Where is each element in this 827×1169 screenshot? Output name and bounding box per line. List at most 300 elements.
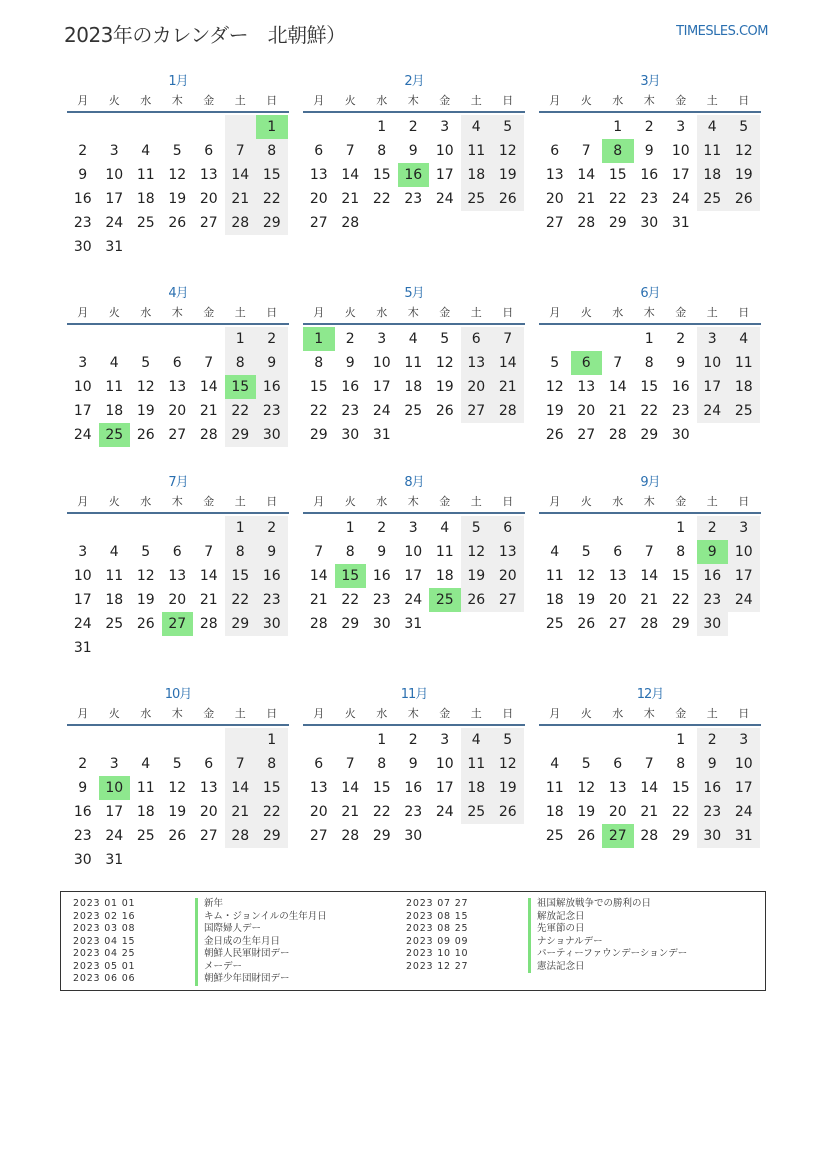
day-cell[interactable]: 4 [550,756,560,772]
day-cell[interactable]: 12 [545,379,564,395]
day-cell[interactable]: 17 [404,568,423,584]
day-cell[interactable]: 4 [461,728,493,752]
day-cell[interactable]: 28 [608,427,627,443]
day-cell[interactable]: 10 [73,568,92,584]
day-cell[interactable]: 7 [345,756,355,772]
day-cell[interactable]: 1 [676,732,686,748]
day-cell[interactable]: 17 [728,564,760,588]
day-cell[interactable]: 28 [341,215,360,231]
day-cell[interactable]: 10 [404,544,423,560]
day-cell[interactable]: 3 [676,119,686,135]
holiday-day-cell[interactable]: 16 [398,163,430,187]
day-cell[interactable]: 5 [141,355,151,371]
day-cell[interactable]: 28 [577,215,596,231]
day-cell[interactable]: 7 [581,143,591,159]
day-cell[interactable]: 15 [225,564,257,588]
day-cell[interactable]: 13 [545,167,564,183]
day-cell[interactable]: 27 [492,588,524,612]
day-cell[interactable]: 16 [73,804,92,820]
day-cell[interactable]: 16 [404,780,423,796]
day-cell[interactable]: 3 [728,516,760,540]
day-cell[interactable]: 21 [341,804,360,820]
day-cell[interactable]: 20 [492,564,524,588]
day-cell[interactable]: 23 [256,588,288,612]
day-cell[interactable]: 26 [435,403,454,419]
day-cell[interactable]: 14 [225,776,257,800]
day-cell[interactable]: 13 [309,167,328,183]
day-cell[interactable]: 10 [73,379,92,395]
day-cell[interactable]: 26 [168,828,187,844]
day-cell[interactable]: 26 [577,828,596,844]
day-cell[interactable]: 3 [109,756,119,772]
day-cell[interactable]: 30 [671,427,690,443]
day-cell[interactable]: 9 [345,355,355,371]
day-cell[interactable]: 30 [341,427,360,443]
day-cell[interactable]: 12 [577,568,596,584]
holiday-day-cell[interactable]: 1 [303,327,335,351]
day-cell[interactable]: 28 [225,211,257,235]
day-cell[interactable]: 8 [644,355,654,371]
day-cell[interactable]: 20 [608,592,627,608]
day-cell[interactable]: 24 [404,592,423,608]
holiday-day-cell[interactable]: 8 [602,139,634,163]
day-cell[interactable]: 18 [461,776,493,800]
day-cell[interactable]: 9 [256,351,288,375]
day-cell[interactable]: 1 [256,728,288,752]
day-cell[interactable]: 7 [345,143,355,159]
day-cell[interactable]: 20 [309,804,328,820]
day-cell[interactable]: 2 [644,119,654,135]
day-cell[interactable]: 21 [199,592,218,608]
day-cell[interactable]: 18 [435,568,454,584]
day-cell[interactable]: 11 [461,752,493,776]
day-cell[interactable]: 14 [492,351,524,375]
day-cell[interactable]: 6 [172,355,182,371]
day-cell[interactable]: 11 [697,139,729,163]
day-cell[interactable]: 5 [550,355,560,371]
day-cell[interactable]: 6 [314,143,324,159]
day-cell[interactable]: 26 [136,427,155,443]
day-cell[interactable]: 17 [73,403,92,419]
day-cell[interactable]: 7 [204,355,214,371]
day-cell[interactable]: 5 [461,516,493,540]
day-cell[interactable]: 18 [404,379,423,395]
day-cell[interactable]: 19 [136,403,155,419]
day-cell[interactable]: 25 [461,187,493,211]
day-cell[interactable]: 20 [608,804,627,820]
day-cell[interactable]: 8 [256,139,288,163]
day-cell[interactable]: 24 [728,800,760,824]
day-cell[interactable]: 29 [225,612,257,636]
day-cell[interactable]: 22 [341,592,360,608]
holiday-day-cell[interactable]: 10 [99,776,131,800]
day-cell[interactable]: 25 [105,616,124,632]
day-cell[interactable]: 7 [613,355,623,371]
day-cell[interactable]: 9 [697,752,729,776]
day-cell[interactable]: 15 [372,780,391,796]
day-cell[interactable]: 2 [256,327,288,351]
day-cell[interactable]: 27 [199,828,218,844]
day-cell[interactable]: 19 [136,592,155,608]
day-cell[interactable]: 4 [408,331,418,347]
day-cell[interactable]: 30 [372,616,391,632]
day-cell[interactable]: 2 [408,732,418,748]
day-cell[interactable]: 12 [168,167,187,183]
day-cell[interactable]: 22 [640,403,659,419]
day-cell[interactable]: 1 [377,732,387,748]
day-cell[interactable]: 17 [435,167,454,183]
day-cell[interactable]: 4 [141,756,151,772]
day-cell[interactable]: 25 [404,403,423,419]
day-cell[interactable]: 14 [640,780,659,796]
day-cell[interactable]: 1 [225,327,257,351]
day-cell[interactable]: 26 [492,187,524,211]
day-cell[interactable]: 27 [309,215,328,231]
day-cell[interactable]: 5 [581,756,591,772]
day-cell[interactable]: 1 [676,520,686,536]
day-cell[interactable]: 16 [697,564,729,588]
day-cell[interactable]: 11 [461,139,493,163]
day-cell[interactable]: 22 [372,191,391,207]
day-cell[interactable]: 12 [577,780,596,796]
day-cell[interactable]: 3 [377,331,387,347]
day-cell[interactable]: 11 [105,379,124,395]
day-cell[interactable]: 9 [408,143,418,159]
day-cell[interactable]: 24 [372,403,391,419]
holiday-day-cell[interactable]: 27 [162,612,194,636]
day-cell[interactable]: 29 [608,215,627,231]
day-cell[interactable]: 29 [640,427,659,443]
day-cell[interactable]: 4 [440,520,450,536]
holiday-day-cell[interactable]: 25 [99,423,131,447]
day-cell[interactable]: 5 [172,143,182,159]
day-cell[interactable]: 19 [168,191,187,207]
day-cell[interactable]: 5 [440,331,450,347]
day-cell[interactable]: 24 [728,588,760,612]
day-cell[interactable]: 2 [78,143,88,159]
day-cell[interactable]: 10 [697,351,729,375]
holiday-day-cell[interactable]: 15 [335,564,367,588]
day-cell[interactable]: 13 [168,568,187,584]
day-cell[interactable]: 28 [640,616,659,632]
day-cell[interactable]: 15 [256,163,288,187]
day-cell[interactable]: 27 [577,427,596,443]
day-cell[interactable]: 1 [644,331,654,347]
day-cell[interactable]: 6 [550,143,560,159]
day-cell[interactable]: 7 [492,327,524,351]
day-cell[interactable]: 25 [461,800,493,824]
day-cell[interactable]: 9 [377,544,387,560]
day-cell[interactable]: 15 [671,780,690,796]
day-cell[interactable]: 30 [697,824,729,848]
day-cell[interactable]: 16 [640,167,659,183]
day-cell[interactable]: 20 [461,375,493,399]
day-cell[interactable]: 21 [341,191,360,207]
day-cell[interactable]: 28 [341,828,360,844]
day-cell[interactable]: 8 [345,544,355,560]
day-cell[interactable]: 16 [341,379,360,395]
day-cell[interactable]: 22 [671,592,690,608]
day-cell[interactable]: 20 [199,804,218,820]
day-cell[interactable]: 23 [73,828,92,844]
day-cell[interactable]: 8 [377,756,387,772]
day-cell[interactable]: 23 [640,191,659,207]
day-cell[interactable]: 13 [461,351,493,375]
day-cell[interactable]: 29 [309,427,328,443]
day-cell[interactable]: 30 [256,612,288,636]
day-cell[interactable]: 24 [73,616,92,632]
day-cell[interactable]: 24 [435,191,454,207]
day-cell[interactable]: 26 [492,800,524,824]
day-cell[interactable]: 28 [225,824,257,848]
day-cell[interactable]: 8 [314,355,324,371]
day-cell[interactable]: 12 [728,139,760,163]
day-cell[interactable]: 3 [440,732,450,748]
day-cell[interactable]: 13 [608,568,627,584]
day-cell[interactable]: 2 [78,756,88,772]
day-cell[interactable]: 26 [136,616,155,632]
day-cell[interactable]: 24 [105,828,124,844]
day-cell[interactable]: 14 [640,568,659,584]
day-cell[interactable]: 28 [492,399,524,423]
day-cell[interactable]: 4 [728,327,760,351]
day-cell[interactable]: 22 [225,588,257,612]
day-cell[interactable]: 7 [314,544,324,560]
day-cell[interactable]: 18 [697,163,729,187]
day-cell[interactable]: 31 [105,852,124,868]
day-cell[interactable]: 5 [492,728,524,752]
day-cell[interactable]: 22 [671,804,690,820]
holiday-day-cell[interactable]: 6 [571,351,603,375]
day-cell[interactable]: 9 [256,540,288,564]
day-cell[interactable]: 21 [199,403,218,419]
day-cell[interactable]: 21 [309,592,328,608]
day-cell[interactable]: 3 [408,520,418,536]
day-cell[interactable]: 31 [105,239,124,255]
holiday-day-cell[interactable]: 25 [429,588,461,612]
day-cell[interactable]: 23 [671,403,690,419]
day-cell[interactable]: 2 [697,516,729,540]
day-cell[interactable]: 7 [225,139,257,163]
day-cell[interactable]: 1 [377,119,387,135]
day-cell[interactable]: 9 [78,167,88,183]
day-cell[interactable]: 8 [676,544,686,560]
day-cell[interactable]: 16 [372,568,391,584]
day-cell[interactable]: 29 [671,828,690,844]
day-cell[interactable]: 19 [168,804,187,820]
day-cell[interactable]: 4 [109,544,119,560]
day-cell[interactable]: 11 [105,568,124,584]
day-cell[interactable]: 17 [671,167,690,183]
day-cell[interactable]: 30 [697,612,729,636]
day-cell[interactable]: 31 [73,640,92,656]
day-cell[interactable]: 13 [492,540,524,564]
day-cell[interactable]: 2 [345,331,355,347]
day-cell[interactable]: 18 [105,592,124,608]
day-cell[interactable]: 22 [309,403,328,419]
day-cell[interactable]: 7 [644,756,654,772]
day-cell[interactable]: 25 [136,828,155,844]
day-cell[interactable]: 29 [671,616,690,632]
holiday-day-cell[interactable]: 1 [256,115,288,139]
day-cell[interactable]: 11 [728,351,760,375]
day-cell[interactable]: 31 [372,427,391,443]
day-cell[interactable]: 13 [199,780,218,796]
day-cell[interactable]: 6 [204,143,214,159]
day-cell[interactable]: 17 [105,191,124,207]
day-cell[interactable]: 30 [404,828,423,844]
day-cell[interactable]: 26 [728,187,760,211]
day-cell[interactable]: 21 [640,804,659,820]
day-cell[interactable]: 17 [73,592,92,608]
day-cell[interactable]: 14 [577,167,596,183]
day-cell[interactable]: 31 [671,215,690,231]
day-cell[interactable]: 12 [136,568,155,584]
day-cell[interactable]: 14 [341,780,360,796]
day-cell[interactable]: 17 [435,780,454,796]
day-cell[interactable]: 28 [199,616,218,632]
day-cell[interactable]: 4 [109,355,119,371]
day-cell[interactable]: 2 [256,516,288,540]
day-cell[interactable]: 31 [728,824,760,848]
day-cell[interactable]: 13 [608,780,627,796]
day-cell[interactable]: 14 [309,568,328,584]
day-cell[interactable]: 22 [372,804,391,820]
day-cell[interactable]: 30 [73,239,92,255]
day-cell[interactable]: 6 [204,756,214,772]
day-cell[interactable]: 31 [404,616,423,632]
day-cell[interactable]: 12 [136,379,155,395]
day-cell[interactable]: 8 [256,752,288,776]
day-cell[interactable]: 20 [168,403,187,419]
day-cell[interactable]: 20 [168,592,187,608]
day-cell[interactable]: 15 [671,568,690,584]
day-cell[interactable]: 27 [168,427,187,443]
day-cell[interactable]: 11 [136,167,155,183]
day-cell[interactable]: 22 [256,187,288,211]
day-cell[interactable]: 24 [105,215,124,231]
day-cell[interactable]: 9 [78,780,88,796]
day-cell[interactable]: 22 [256,800,288,824]
day-cell[interactable]: 25 [728,399,760,423]
holiday-day-cell[interactable]: 27 [602,824,634,848]
day-cell[interactable]: 2 [408,119,418,135]
day-cell[interactable]: 28 [199,427,218,443]
day-cell[interactable]: 19 [577,804,596,820]
day-cell[interactable]: 22 [608,191,627,207]
day-cell[interactable]: 20 [199,191,218,207]
day-cell[interactable]: 16 [697,776,729,800]
day-cell[interactable]: 3 [78,355,88,371]
day-cell[interactable]: 5 [492,115,524,139]
day-cell[interactable]: 13 [577,379,596,395]
day-cell[interactable]: 4 [697,115,729,139]
day-cell[interactable]: 7 [644,544,654,560]
day-cell[interactable]: 19 [545,403,564,419]
day-cell[interactable]: 1 [613,119,623,135]
day-cell[interactable]: 6 [314,756,324,772]
day-cell[interactable]: 6 [492,516,524,540]
day-cell[interactable]: 23 [73,215,92,231]
day-cell[interactable]: 18 [136,804,155,820]
day-cell[interactable]: 23 [404,804,423,820]
day-cell[interactable]: 21 [492,375,524,399]
day-cell[interactable]: 10 [728,752,760,776]
day-cell[interactable]: 14 [341,167,360,183]
day-cell[interactable]: 9 [644,143,654,159]
day-cell[interactable]: 18 [545,804,564,820]
day-cell[interactable]: 9 [676,355,686,371]
day-cell[interactable]: 18 [545,592,564,608]
day-cell[interactable]: 13 [309,780,328,796]
day-cell[interactable]: 19 [461,564,493,588]
day-cell[interactable]: 27 [309,828,328,844]
day-cell[interactable]: 10 [105,167,124,183]
day-cell[interactable]: 18 [105,403,124,419]
day-cell[interactable]: 15 [256,776,288,800]
day-cell[interactable]: 21 [225,800,257,824]
day-cell[interactable]: 5 [172,756,182,772]
site-name[interactable]: TIMESLES.COM [676,24,768,39]
day-cell[interactable]: 12 [492,752,524,776]
day-cell[interactable]: 6 [461,327,493,351]
day-cell[interactable]: 9 [408,756,418,772]
day-cell[interactable]: 29 [256,211,288,235]
day-cell[interactable]: 25 [697,187,729,211]
day-cell[interactable]: 15 [640,379,659,395]
day-cell[interactable]: 4 [141,143,151,159]
day-cell[interactable]: 23 [256,399,288,423]
day-cell[interactable]: 22 [225,399,257,423]
day-cell[interactable]: 23 [697,588,729,612]
day-cell[interactable]: 24 [73,427,92,443]
day-cell[interactable]: 30 [256,423,288,447]
day-cell[interactable]: 6 [613,544,623,560]
day-cell[interactable]: 27 [608,616,627,632]
day-cell[interactable]: 3 [109,143,119,159]
day-cell[interactable]: 2 [377,520,387,536]
day-cell[interactable]: 27 [545,215,564,231]
day-cell[interactable]: 8 [225,540,257,564]
day-cell[interactable]: 18 [728,375,760,399]
day-cell[interactable]: 18 [136,191,155,207]
day-cell[interactable]: 11 [404,355,423,371]
day-cell[interactable]: 1 [345,520,355,536]
day-cell[interactable]: 29 [256,824,288,848]
day-cell[interactable]: 16 [256,375,288,399]
day-cell[interactable]: 23 [341,403,360,419]
day-cell[interactable]: 27 [199,215,218,231]
day-cell[interactable]: 11 [545,780,564,796]
day-cell[interactable]: 19 [577,592,596,608]
day-cell[interactable]: 4 [461,115,493,139]
day-cell[interactable]: 14 [608,379,627,395]
day-cell[interactable]: 8 [377,143,387,159]
day-cell[interactable]: 12 [435,355,454,371]
day-cell[interactable]: 17 [372,379,391,395]
day-cell[interactable]: 19 [492,163,524,187]
holiday-day-cell[interactable]: 15 [225,375,257,399]
day-cell[interactable]: 10 [372,355,391,371]
day-cell[interactable]: 12 [168,780,187,796]
day-cell[interactable]: 11 [545,568,564,584]
day-cell[interactable]: 1 [225,516,257,540]
day-cell[interactable]: 23 [404,191,423,207]
day-cell[interactable]: 14 [199,379,218,395]
day-cell[interactable]: 5 [581,544,591,560]
day-cell[interactable]: 8 [676,756,686,772]
day-cell[interactable]: 16 [671,379,690,395]
